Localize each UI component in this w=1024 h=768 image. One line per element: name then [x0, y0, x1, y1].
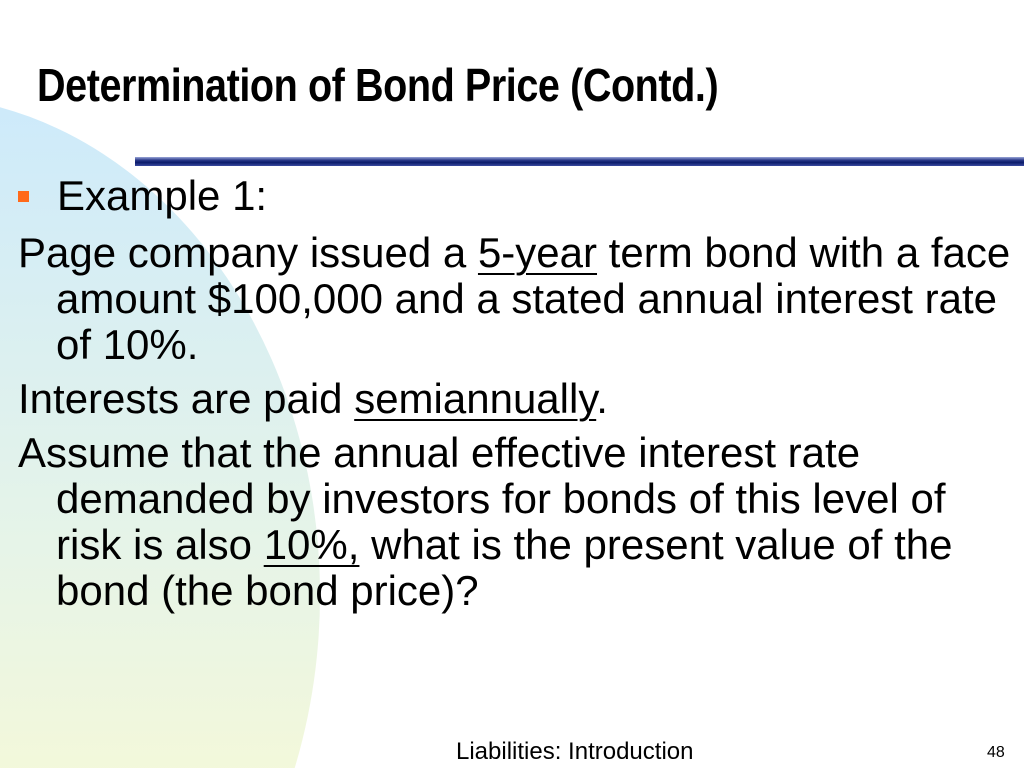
underlined-text: 10%,: [263, 521, 360, 568]
paragraph-interest-payment: [18, 376, 1018, 422]
bullet-item: [18, 168, 1018, 224]
paragraph-text: .: [596, 375, 608, 422]
underlined-text: 5-year: [477, 229, 598, 276]
slide-title: Determination of Bond Price (Contd.): [37, 59, 719, 111]
paragraph-text: Interests are paid: [18, 375, 355, 422]
title-divider: [135, 157, 1024, 166]
underlined-text: semiannually: [354, 375, 597, 422]
paragraph-text: Assume that the annual effective interest rate demanded by investors for bonds of this level of risk is also: [18, 429, 946, 568]
bullet-text: Example 1:: [57, 172, 268, 219]
paragraph-bond-terms: [18, 230, 1018, 368]
square-bullet-icon: [18, 191, 29, 202]
paragraph-text: Page company issued a: [18, 229, 478, 276]
footer-text: Liabilities: Introduction: [456, 738, 694, 765]
paragraph-text: term bond with a face amount $100,000 and a stated annual interest rate of 10%.: [56, 229, 1011, 368]
paragraph-question: [18, 430, 1018, 614]
slide-body: [18, 168, 1018, 622]
page-number: 48: [987, 744, 1005, 761]
paragraph-text: what is the present value of the bond (the bond price)?: [56, 521, 953, 614]
